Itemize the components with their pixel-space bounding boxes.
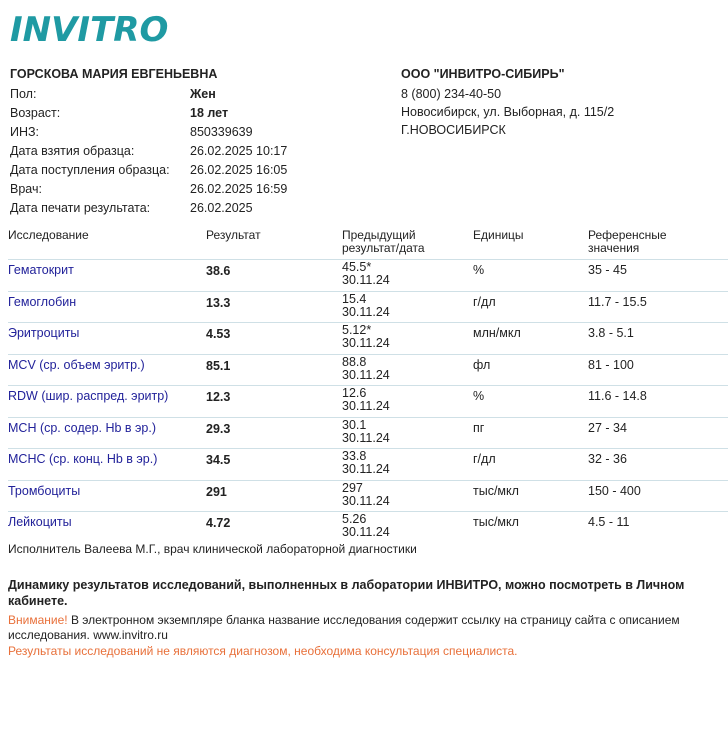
patient-info xyxy=(10,67,390,220)
lab-name: ООО "ИНВИТРО-СИБИРЬ" xyxy=(401,67,565,81)
notice-text: В электронном экземпляре бланка название исследования содержит ссылку на страницу сайта с описанием исследования. xyxy=(8,613,680,642)
header-prev-line2: результат/дата xyxy=(342,241,425,255)
previous-value: 12.6 xyxy=(342,386,367,400)
test-unit: млн/мкл xyxy=(473,326,521,340)
results-table-body xyxy=(0,259,728,543)
table-row xyxy=(0,259,728,291)
previous-result xyxy=(342,513,390,539)
reference-range: 3.8 - 5.1 xyxy=(588,326,634,340)
row-divider xyxy=(8,448,728,449)
previous-date: 30.11.24 xyxy=(342,430,390,445)
previous-value: 33.8 xyxy=(342,449,367,463)
test-unit: фл xyxy=(473,357,491,372)
previous-date: 30.11.24 xyxy=(342,304,390,319)
patient-field-label: ИНЗ: xyxy=(10,125,40,139)
previous-date: 30.11.24 xyxy=(342,367,390,382)
previous-result xyxy=(342,324,390,350)
patient-field-value: Жен xyxy=(190,87,216,101)
test-result: 34.5 xyxy=(206,453,231,467)
test-result: 4.72 xyxy=(206,516,231,530)
test-name-link[interactable]: RDW (шир. распред. эритр) xyxy=(8,389,169,403)
patient-field xyxy=(10,125,390,144)
table-row xyxy=(0,511,728,543)
patient-field-value: 26.02.2025 xyxy=(190,201,253,215)
table-row xyxy=(0,354,728,386)
row-divider xyxy=(8,354,728,355)
test-result: 291 xyxy=(206,484,227,499)
executor-line: Исполнитель Валеева М.Г., врач клинической лабораторной диагностики xyxy=(8,542,417,556)
previous-date: 30.11.24 xyxy=(342,462,390,476)
disclaimer: Результаты исследований не являются диагнозом, необходима консультация специалиста. xyxy=(8,644,518,658)
table-row xyxy=(0,448,728,480)
test-name-link[interactable]: MCH (ср. содер. Hb в эр.) xyxy=(8,420,156,435)
previous-value: 88.8 xyxy=(342,354,367,369)
previous-result xyxy=(342,261,390,287)
test-result: 38.6 xyxy=(206,264,231,278)
reference-range: 150 - 400 xyxy=(588,483,641,498)
patient-field-label: Возраст: xyxy=(10,106,61,120)
patient-field-value: 18 лет xyxy=(190,106,229,120)
patient-field-label: Пол: xyxy=(10,87,37,101)
patient-field xyxy=(10,163,390,182)
patient-field xyxy=(10,87,390,106)
patient-field-label: Дата поступления образца: xyxy=(10,163,170,177)
test-name-link[interactable]: Эритроциты xyxy=(8,326,80,340)
results-table-header xyxy=(0,229,728,259)
previous-date: 30.11.24 xyxy=(342,399,390,413)
test-name-link[interactable]: Гематокрит xyxy=(8,263,74,277)
previous-value: 15.4 xyxy=(342,291,367,306)
previous-value: 297 xyxy=(342,480,363,495)
header-test: Исследование xyxy=(8,228,89,242)
reference-range: 11.7 - 15.5 xyxy=(588,294,647,309)
previous-result xyxy=(342,419,390,445)
lab-address: Новосибирск, ул. Выборная, д. 115/2 xyxy=(401,105,615,119)
test-unit: г/дл xyxy=(473,294,496,309)
header-ref-line2: значения xyxy=(588,241,640,255)
header-ref-line1: Референсные xyxy=(588,228,667,242)
row-divider xyxy=(8,480,728,481)
table-row xyxy=(0,417,728,449)
test-unit: г/дл xyxy=(473,452,496,466)
patient-fields xyxy=(10,87,390,220)
patient-field-value: 26.02.2025 16:05 xyxy=(190,163,288,177)
header-prev xyxy=(342,229,425,255)
previous-value: 5.12* xyxy=(342,323,372,337)
notice xyxy=(8,613,720,643)
test-result: 12.3 xyxy=(206,390,231,404)
test-unit: тыс/мкл xyxy=(473,483,519,498)
test-result: 29.3 xyxy=(206,421,231,436)
test-name-link[interactable]: Гемоглобин xyxy=(8,294,77,309)
patient-name: ГОРСКОВА МАРИЯ ЕВГЕНЬЕВНА xyxy=(10,67,218,81)
row-divider xyxy=(8,417,728,418)
patient-field-value: 26.02.2025 16:59 xyxy=(190,182,288,196)
notice-warning: Внимание! xyxy=(8,613,68,627)
previous-date: 30.11.24 xyxy=(342,493,390,508)
reference-range: 11.6 - 14.8 xyxy=(588,389,647,403)
previous-result xyxy=(342,450,390,476)
invitro-link[interactable]: www.invitro.ru xyxy=(93,628,168,642)
invitro-logo: INVITRO xyxy=(10,10,169,50)
patient-field xyxy=(10,106,390,125)
patient-field-value: 850339639 xyxy=(190,125,253,139)
header-prev-line1: Предыдущий xyxy=(342,228,416,242)
previous-value: 5.26 xyxy=(342,512,367,526)
lab-phone: 8 (800) 234-40-50 xyxy=(401,87,502,101)
test-name-link[interactable]: MCHC (ср. конц. Hb в эр.) xyxy=(8,452,158,466)
previous-result xyxy=(342,293,390,319)
header-result: Результат xyxy=(206,228,261,242)
dynamics-note: Динамику результатов исследований, выполненных в лаборатории ИНВИТРО, можно посмотреть в Личном кабинете. xyxy=(8,578,685,608)
test-unit: пг xyxy=(473,420,485,435)
test-result: 85.1 xyxy=(206,358,231,373)
table-row xyxy=(0,322,728,354)
table-row xyxy=(0,480,728,512)
reference-range: 35 - 45 xyxy=(588,263,627,277)
reference-range: 32 - 36 xyxy=(588,452,627,466)
row-divider xyxy=(8,291,728,292)
test-unit: тыс/мкл xyxy=(473,515,519,529)
table-row xyxy=(0,385,728,417)
lab-city: Г.НОВОСИБИРСК xyxy=(401,123,506,137)
previous-result xyxy=(342,387,390,413)
previous-date: 30.11.24 xyxy=(342,525,390,539)
patient-field xyxy=(10,201,390,220)
header-ref xyxy=(588,229,667,255)
patient-field-label: Врач: xyxy=(10,182,42,196)
header-units: Единицы xyxy=(473,228,524,242)
reference-range: 81 - 100 xyxy=(588,357,634,372)
previous-result xyxy=(342,356,390,382)
patient-field xyxy=(10,144,390,163)
previous-value: 30.1 xyxy=(342,417,367,432)
patient-field xyxy=(10,182,390,201)
row-divider xyxy=(8,385,728,386)
reference-range: 27 - 34 xyxy=(588,420,627,435)
lab-info xyxy=(401,67,614,141)
previous-value: 45.5* xyxy=(342,260,372,274)
test-unit: % xyxy=(473,263,485,277)
previous-result xyxy=(342,482,390,508)
test-result: 13.3 xyxy=(206,295,231,310)
patient-field-label: Дата взятия образца: xyxy=(10,144,135,158)
row-divider xyxy=(8,511,728,512)
test-name-link[interactable]: Тромбоциты xyxy=(8,483,81,498)
previous-date: 30.11.24 xyxy=(342,336,390,350)
previous-date: 30.11.24 xyxy=(342,273,390,287)
test-unit: % xyxy=(473,389,485,403)
table-row xyxy=(0,291,728,323)
test-result: 4.53 xyxy=(206,327,231,341)
patient-field-value: 26.02.2025 10:17 xyxy=(190,144,288,158)
patient-field-label: Дата печати результата: xyxy=(10,201,151,215)
test-name-link[interactable]: Лейкоциты xyxy=(8,515,72,529)
test-name-link[interactable]: MCV (ср. объем эритр.) xyxy=(8,357,145,372)
reference-range: 4.5 - 11 xyxy=(588,515,630,529)
